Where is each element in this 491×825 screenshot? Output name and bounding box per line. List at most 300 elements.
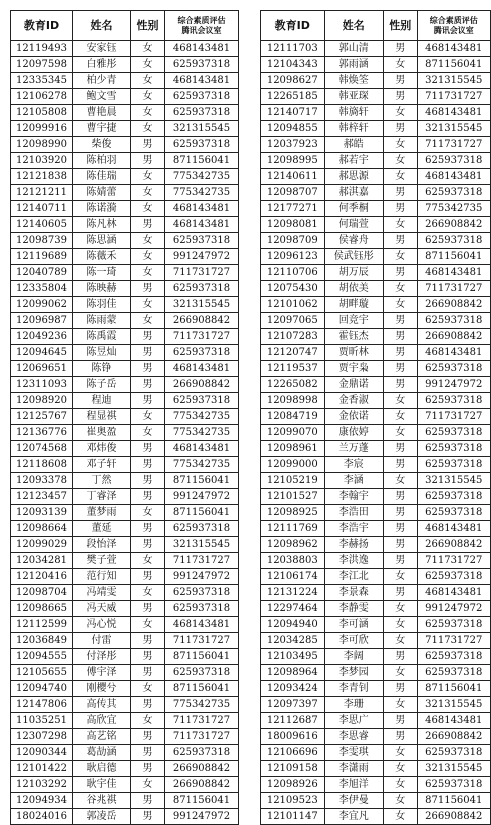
meeting-room-cell: 711731727: [417, 281, 490, 297]
meeting-room-cell: 871156041: [417, 57, 490, 73]
education-id-cell: 12094645: [11, 345, 73, 361]
meeting-room-cell: 775342735: [165, 169, 239, 185]
meeting-room-cell: 711731727: [165, 329, 239, 345]
name-cell: 曹艳晨: [73, 105, 131, 121]
table-row: [11, 537, 239, 553]
name-cell: 陈雨蒙: [73, 313, 131, 329]
table-row: [261, 345, 491, 361]
meeting-room-cell: 625937318: [417, 185, 490, 201]
education-id-cell: 12098926: [261, 777, 325, 793]
meeting-room-cell: 625937318: [417, 617, 490, 633]
header-id: 教育ID: [261, 11, 325, 41]
name-cell: 回竞宇: [324, 313, 383, 329]
table-row: [261, 377, 491, 393]
table-row: [261, 745, 491, 761]
table-row: [11, 585, 239, 601]
name-cell: 董梦雨: [73, 505, 131, 521]
meeting-room-cell: 711731727: [165, 265, 239, 281]
gender-cell: 男: [383, 265, 417, 281]
table-row: [261, 265, 491, 281]
education-id-cell: 12034285: [261, 633, 325, 649]
gender-cell: 男: [131, 649, 165, 665]
gender-cell: 女: [131, 57, 165, 73]
table-row: [11, 409, 239, 425]
gender-cell: 男: [383, 201, 417, 217]
name-cell: 李潇雨: [324, 761, 383, 777]
name-cell: 何季桐: [324, 201, 383, 217]
name-cell: 陈铮: [73, 361, 131, 377]
education-id-cell: 12098925: [261, 505, 325, 521]
name-cell: 刚樱兮: [73, 681, 131, 697]
education-id-cell: 12098709: [261, 233, 325, 249]
meeting-room-cell: 625937318: [165, 585, 239, 601]
name-cell: 柏少青: [73, 73, 131, 89]
gender-cell: 女: [131, 297, 165, 313]
meeting-room-cell: 711731727: [165, 713, 239, 729]
name-cell: 贾宇枭: [324, 361, 383, 377]
name-cell: 鲍文雪: [73, 89, 131, 105]
gender-cell: 男: [383, 537, 417, 553]
table-row: [261, 153, 491, 169]
education-id-cell: 12099916: [11, 121, 73, 137]
gender-cell: 男: [131, 377, 165, 393]
education-id-cell: 12098962: [261, 537, 325, 553]
table-row: [261, 57, 491, 73]
table-row: [261, 617, 491, 633]
gender-cell: 女: [383, 777, 417, 793]
gender-cell: 女: [383, 601, 417, 617]
table-row: [11, 201, 239, 217]
name-cell: 李珊: [324, 697, 383, 713]
education-id-cell: 12040789: [11, 265, 73, 281]
name-cell: 耿宇佳: [73, 777, 131, 793]
name-cell: 陈昱灿: [73, 345, 131, 361]
gender-cell: 男: [383, 233, 417, 249]
gender-cell: 男: [131, 633, 165, 649]
name-cell: 胡依美: [324, 281, 383, 297]
education-id-cell: 12265082: [261, 377, 325, 393]
table-row: [261, 361, 491, 377]
gender-cell: 女: [383, 569, 417, 585]
meeting-room-cell: 625937318: [417, 425, 490, 441]
name-cell: 金香淑: [324, 393, 383, 409]
education-id-cell: 12101147: [261, 809, 325, 825]
meeting-room-cell: 625937318: [165, 281, 239, 297]
gender-cell: 男: [131, 153, 165, 169]
meeting-room-cell: 625937318: [165, 521, 239, 537]
table-row: [11, 633, 239, 649]
meeting-room-cell: 625937318: [165, 105, 239, 121]
meeting-room-cell: 468143481: [417, 585, 490, 601]
gender-cell: 男: [383, 185, 417, 201]
table-row: [261, 729, 491, 745]
meeting-room-cell: 266908842: [417, 537, 490, 553]
header-room-line1: 综合素质评估: [429, 15, 478, 25]
meeting-room-cell: 468143481: [165, 441, 239, 457]
meeting-room-cell: 468143481: [165, 217, 239, 233]
education-id-cell: 12101422: [11, 761, 73, 777]
meeting-room-cell: 625937318: [417, 505, 490, 521]
table-row: [261, 89, 491, 105]
meeting-room-cell: 625937318: [417, 441, 490, 457]
education-id-cell: 12119537: [261, 361, 325, 377]
table-row: [11, 217, 239, 233]
header-row: [11, 11, 239, 41]
gender-cell: 女: [383, 697, 417, 713]
name-cell: 柴俊: [73, 137, 131, 153]
education-id-cell: 12037923: [261, 137, 325, 153]
name-cell: 李可欣: [324, 633, 383, 649]
gender-cell: 男: [383, 89, 417, 105]
table-row: [11, 617, 239, 633]
education-id-cell: 12097598: [11, 57, 73, 73]
name-cell: 陈凡林: [73, 217, 131, 233]
name-cell: 李伊曼: [324, 793, 383, 809]
header-room-line2: 腾讯会议室: [433, 25, 474, 35]
education-id-cell: 12105655: [11, 665, 73, 681]
header-gender: 性别: [131, 11, 165, 41]
table-row: [11, 361, 239, 377]
name-cell: 李旭洋: [324, 777, 383, 793]
gender-cell: 男: [383, 121, 417, 137]
meeting-room-cell: 321315545: [417, 761, 490, 777]
education-id-cell: 12097065: [261, 313, 325, 329]
meeting-room-cell: 711731727: [417, 137, 490, 153]
name-cell: 陈映赫: [73, 281, 131, 297]
table-row: [261, 553, 491, 569]
education-id-cell: 18024016: [11, 809, 73, 825]
education-id-cell: 12098998: [261, 393, 325, 409]
name-cell: 何瑞萱: [324, 217, 383, 233]
meeting-room-cell: 625937318: [165, 665, 239, 681]
gender-cell: 女: [383, 153, 417, 169]
name-cell: 郝思源: [324, 169, 383, 185]
gender-cell: 男: [383, 489, 417, 505]
gender-cell: 男: [131, 793, 165, 809]
table-row: [11, 185, 239, 201]
meeting-room-cell: 625937318: [165, 601, 239, 617]
roster-table-left: [10, 10, 239, 825]
education-id-cell: 12074568: [11, 441, 73, 457]
education-id-cell: 12109158: [261, 761, 325, 777]
education-id-cell: 12099070: [261, 425, 325, 441]
table-row: [261, 233, 491, 249]
meeting-room-cell: 468143481: [417, 713, 490, 729]
name-cell: 耿启德: [73, 761, 131, 777]
meeting-room-cell: 625937318: [417, 649, 490, 665]
table-row: [261, 441, 491, 457]
meeting-room-cell: 625937318: [417, 457, 490, 473]
name-cell: 李浩宇: [324, 521, 383, 537]
table-row: [11, 249, 239, 265]
gender-cell: 男: [383, 585, 417, 601]
meeting-room-cell: 871156041: [165, 473, 239, 489]
gender-cell: 女: [131, 777, 165, 793]
education-id-cell: 12098995: [261, 153, 325, 169]
meeting-room-cell: 991247972: [165, 489, 239, 505]
header-row: [261, 11, 491, 41]
education-id-cell: 12098664: [11, 521, 73, 537]
name-cell: 李雯琪: [324, 745, 383, 761]
meeting-room-cell: 871156041: [165, 793, 239, 809]
meeting-room-cell: 991247972: [417, 601, 490, 617]
table-row: [11, 793, 239, 809]
gender-cell: 女: [383, 393, 417, 409]
name-cell: 侯武钰彤: [324, 249, 383, 265]
table-row: [11, 441, 239, 457]
meeting-room-cell: 468143481: [417, 105, 490, 121]
table-row: [11, 121, 239, 137]
table-row: [11, 601, 239, 617]
gender-cell: 男: [383, 729, 417, 745]
education-id-cell: 12036849: [11, 633, 73, 649]
education-id-cell: 12098665: [11, 601, 73, 617]
table-row: [261, 809, 491, 825]
education-id-cell: 12098704: [11, 585, 73, 601]
gender-cell: 女: [383, 217, 417, 233]
table-row: [261, 681, 491, 697]
name-cell: 李阔: [324, 649, 383, 665]
table-row: [261, 761, 491, 777]
name-cell: 郝皓: [324, 137, 383, 153]
education-id-cell: 12075430: [261, 281, 325, 297]
name-cell: 李江北: [324, 569, 383, 585]
table-row: [11, 521, 239, 537]
gender-cell: 女: [131, 313, 165, 329]
gender-cell: 男: [383, 713, 417, 729]
table-row: [11, 425, 239, 441]
gender-cell: 男: [383, 345, 417, 361]
meeting-room-cell: 468143481: [165, 41, 239, 57]
education-id-cell: 12265185: [261, 89, 325, 105]
gender-cell: 女: [131, 409, 165, 425]
education-id-cell: 12120747: [261, 345, 325, 361]
gender-cell: 男: [383, 313, 417, 329]
name-cell: 李涵: [324, 473, 383, 489]
name-cell: 曹宇捷: [73, 121, 131, 137]
gender-cell: 女: [131, 41, 165, 57]
name-cell: 段怡泽: [73, 537, 131, 553]
gender-cell: 女: [383, 793, 417, 809]
meeting-room-cell: 775342735: [165, 409, 239, 425]
table-row: [261, 41, 491, 57]
gender-cell: 男: [383, 681, 417, 697]
name-cell: 李静雯: [324, 601, 383, 617]
education-id-cell: 12111703: [261, 41, 325, 57]
meeting-room-cell: 625937318: [165, 393, 239, 409]
name-cell: 霍钰杰: [324, 329, 383, 345]
gender-cell: 男: [131, 729, 165, 745]
name-cell: 胡万辰: [324, 265, 383, 281]
table-row: [11, 73, 239, 89]
roster-body-right: [261, 41, 491, 825]
gender-cell: 男: [131, 345, 165, 361]
name-cell: 崔奥盈: [73, 425, 131, 441]
name-cell: 冯靖雯: [73, 585, 131, 601]
gender-cell: 女: [383, 665, 417, 681]
meeting-room-cell: 871156041: [165, 681, 239, 697]
table-row: [261, 313, 491, 329]
name-cell: 丁睿泽: [73, 489, 131, 505]
education-id-cell: 12094740: [11, 681, 73, 697]
name-cell: 郝淇嘉: [324, 185, 383, 201]
meeting-room-cell: 266908842: [417, 297, 490, 313]
table-row: [261, 633, 491, 649]
table-row: [11, 729, 239, 745]
table-row: [261, 649, 491, 665]
name-cell: 韩亚琛: [324, 89, 383, 105]
education-id-cell: 12119493: [11, 41, 73, 57]
education-id-cell: 12118608: [11, 457, 73, 473]
table-row: [261, 201, 491, 217]
meeting-room-cell: 625937318: [165, 745, 239, 761]
meeting-room-cell: 711731727: [165, 729, 239, 745]
header-name: 姓名: [73, 11, 131, 41]
name-cell: 李宜凡: [324, 809, 383, 825]
gender-cell: 女: [131, 201, 165, 217]
table-row: [11, 153, 239, 169]
gender-cell: 女: [131, 105, 165, 121]
name-cell: 韩旖轩: [324, 105, 383, 121]
gender-cell: 男: [383, 521, 417, 537]
table-row: [261, 521, 491, 537]
meeting-room-cell: 625937318: [417, 489, 490, 505]
education-id-cell: 12098964: [261, 665, 325, 681]
education-id-cell: 12111769: [261, 521, 325, 537]
table-row: [261, 665, 491, 681]
gender-cell: 女: [383, 137, 417, 153]
table-row: [11, 681, 239, 697]
name-cell: 邓炜俊: [73, 441, 131, 457]
meeting-room-cell: 625937318: [417, 777, 490, 793]
table-row: [11, 105, 239, 121]
gender-cell: 男: [131, 393, 165, 409]
education-id-cell: 12103920: [11, 153, 73, 169]
name-cell: 付雷: [73, 633, 131, 649]
gender-cell: 女: [383, 473, 417, 489]
name-cell: 兰万蓬: [324, 441, 383, 457]
gender-cell: 女: [131, 73, 165, 89]
education-id-cell: 12098961: [261, 441, 325, 457]
education-id-cell: 12098627: [261, 73, 325, 89]
meeting-room-cell: 625937318: [417, 233, 490, 249]
gender-cell: 女: [383, 761, 417, 777]
meeting-room-cell: 991247972: [165, 249, 239, 265]
education-id-cell: 12093424: [261, 681, 325, 697]
name-cell: 李赫扬: [324, 537, 383, 553]
meeting-room-cell: 711731727: [165, 553, 239, 569]
education-id-cell: 12307298: [11, 729, 73, 745]
name-cell: 葛劼涵: [73, 745, 131, 761]
meeting-room-cell: 991247972: [165, 569, 239, 585]
table-row: [261, 281, 491, 297]
name-cell: 安家钰: [73, 41, 131, 57]
meeting-room-cell: 321315545: [165, 121, 239, 137]
name-cell: 李洪逸: [324, 553, 383, 569]
education-id-cell: 12099029: [11, 537, 73, 553]
name-cell: 金依诺: [324, 409, 383, 425]
name-cell: 康依婷: [324, 425, 383, 441]
table-row: [11, 377, 239, 393]
education-id-cell: 12136776: [11, 425, 73, 441]
gender-cell: 女: [131, 617, 165, 633]
education-id-cell: 12097397: [261, 697, 325, 713]
meeting-room-cell: 871156041: [165, 153, 239, 169]
gender-cell: 女: [131, 585, 165, 601]
gender-cell: 男: [131, 569, 165, 585]
table-row: [261, 409, 491, 425]
name-cell: 李青钊: [324, 681, 383, 697]
meeting-room-cell: 625937318: [165, 57, 239, 73]
table-row: [261, 537, 491, 553]
gender-cell: 女: [383, 809, 417, 825]
gender-cell: 男: [131, 745, 165, 761]
header-gender: 性别: [383, 11, 417, 41]
gender-cell: 男: [131, 665, 165, 681]
header-room-line1: 综合素质评估: [177, 15, 226, 25]
table-row: [261, 457, 491, 473]
gender-cell: 女: [383, 169, 417, 185]
gender-cell: 男: [383, 329, 417, 345]
name-cell: 范行知: [73, 569, 131, 585]
education-id-cell: 12098920: [11, 393, 73, 409]
meeting-room-cell: 266908842: [165, 777, 239, 793]
gender-cell: 男: [383, 41, 417, 57]
education-id-cell: 12297464: [261, 601, 325, 617]
table-row: [11, 489, 239, 505]
education-id-cell: 12105808: [11, 105, 73, 121]
gender-cell: 女: [131, 233, 165, 249]
header-room-line2: 腾讯会议室: [181, 25, 222, 35]
name-cell: 谷兆祺: [73, 793, 131, 809]
education-id-cell: 12335345: [11, 73, 73, 89]
education-id-cell: 12119689: [11, 249, 73, 265]
education-id-cell: 12106174: [261, 569, 325, 585]
education-id-cell: 12096987: [11, 313, 73, 329]
table-row: [261, 185, 491, 201]
education-id-cell: 12112599: [11, 617, 73, 633]
table-row: [11, 281, 239, 297]
education-id-cell: 12094934: [11, 793, 73, 809]
education-id-cell: 12096123: [261, 249, 325, 265]
table-row: [261, 169, 491, 185]
table-row: [11, 169, 239, 185]
name-cell: 贾昕林: [324, 345, 383, 361]
gender-cell: 男: [131, 457, 165, 473]
meeting-room-cell: 711731727: [165, 633, 239, 649]
gender-cell: 男: [131, 809, 165, 825]
name-cell: 陈诺漪: [73, 201, 131, 217]
table-row: [11, 649, 239, 665]
education-id-cell: 12311093: [11, 377, 73, 393]
name-cell: 陈柏羽: [73, 153, 131, 169]
table-row: [11, 809, 239, 825]
table-row: [11, 697, 239, 713]
table-row: [261, 569, 491, 585]
education-id-cell: 12104343: [261, 57, 325, 73]
meeting-room-cell: 321315545: [417, 697, 490, 713]
education-id-cell: 12112687: [261, 713, 325, 729]
table-row: [261, 425, 491, 441]
gender-cell: 女: [131, 249, 165, 265]
meeting-room-cell: 468143481: [417, 265, 490, 281]
name-cell: 李浩田: [324, 505, 383, 521]
name-cell: 傅宇泽: [73, 665, 131, 681]
gender-cell: 男: [131, 489, 165, 505]
name-cell: 李宸: [324, 457, 383, 473]
meeting-room-cell: 775342735: [417, 201, 490, 217]
table-row: [261, 601, 491, 617]
